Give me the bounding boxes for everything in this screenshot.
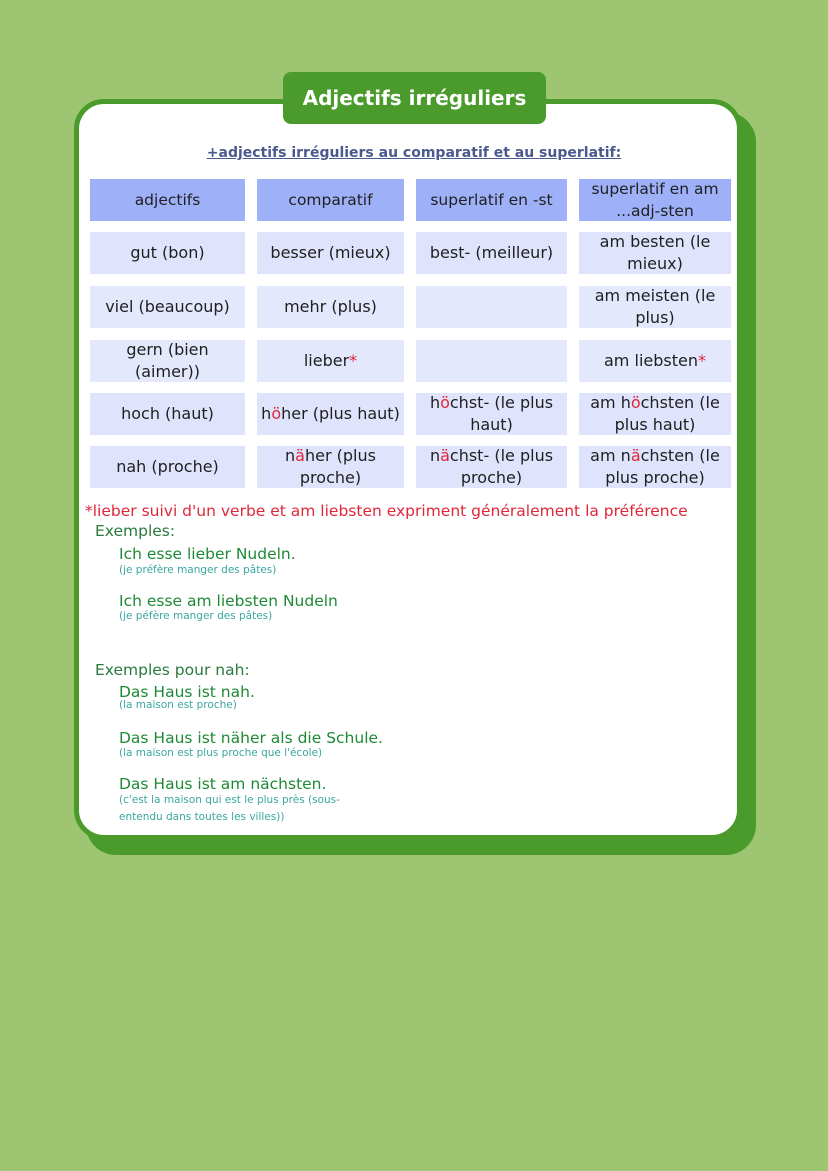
table-cell-lieber (257, 340, 404, 382)
table-cell-hoeher (257, 393, 404, 435)
highlighted-char: ä (440, 446, 450, 465)
table-cell-text: am höchsten (le plus haut) (590, 393, 720, 434)
table-cell-am-hoechsten (579, 393, 731, 435)
examples-heading: Exemples: (95, 522, 176, 540)
highlighted-char: ä (630, 446, 641, 465)
example-translation: (la maison est proche) (119, 699, 237, 711)
table-cell: gern (bien (aimer)) (90, 340, 245, 382)
table-cell-text: nächst- (le plus proche) (429, 446, 554, 487)
table-cell: nah (proche) (90, 446, 245, 488)
table-cell-text: näher (plus proche) (285, 446, 376, 487)
table-header-adjectifs: adjectifs (90, 179, 245, 221)
table-cell: best- (meilleur) (416, 232, 567, 274)
page-title: Adjectifs irréguliers (283, 72, 546, 124)
table-header-superlatif-am: superlatif en am ...adj-sten (579, 179, 731, 221)
table-cell-hoechst (416, 393, 567, 435)
table-cell-am-liebsten (579, 340, 731, 382)
highlighted-char: ö (630, 393, 641, 412)
example-sentence: Ich esse lieber Nudeln. (119, 545, 296, 563)
table-cell-text: lieber* (303, 351, 358, 370)
example-sentence: Das Haus ist nah. (119, 683, 255, 701)
table-cell-text: höher (plus haut) (261, 404, 400, 423)
example-sentence: Das Haus ist am nächsten. (119, 775, 327, 793)
table-cell-naeher (257, 446, 404, 488)
example-sentence: Ich esse am liebsten Nudeln (119, 592, 338, 610)
table-cell-text: am liebsten* (603, 351, 706, 370)
table-cell: viel (beaucoup) (90, 286, 245, 328)
table-cell: mehr (plus) (257, 286, 404, 328)
table-cell-text: höchst- (le plus haut) (429, 393, 554, 434)
table-cell: hoch (haut) (90, 393, 245, 435)
table-cell-empty (416, 286, 567, 328)
highlighted-char: * (349, 351, 358, 370)
table-cell-text: am nächsten (le plus proche) (590, 446, 720, 487)
example-translation: (je préfère manger des pâtes) (119, 564, 277, 576)
table-cell: am besten (le mieux) (579, 232, 731, 274)
highlighted-char: ä (295, 446, 305, 465)
examples-nah-heading: Exemples pour nah: (95, 661, 250, 679)
example-translation: (la maison est plus proche que l'école) (119, 747, 323, 759)
example-translation: (je péfère manger des pâtes) (119, 610, 273, 622)
highlighted-char: ö (271, 404, 282, 423)
table-header-comparatif: comparatif (257, 179, 404, 221)
table-cell: besser (mieux) (257, 232, 404, 274)
table-cell-empty (416, 340, 567, 382)
table-header-superlatif-st: superlatif en -st (416, 179, 567, 221)
section-subtitle: +adjectifs irréguliers au comparatif et au superlatif: (206, 145, 622, 161)
table-cell: gut (bon) (90, 232, 245, 274)
example-translation: (c'est la maison qui est le plus près (sous-entendu dans toutes les villes)) (119, 794, 340, 823)
highlighted-char: ö (440, 393, 450, 412)
table-cell-naechst (416, 446, 567, 488)
example-sentence: Das Haus ist näher als die Schule. (119, 729, 383, 747)
highlighted-char: * (698, 351, 706, 370)
table-cell: am meisten (le plus) (579, 286, 731, 328)
table-cell-am-naechsten (579, 446, 731, 488)
preference-note: *lieber suivi d'un verbe et am liebsten expriment généralement la préférence (85, 502, 688, 520)
